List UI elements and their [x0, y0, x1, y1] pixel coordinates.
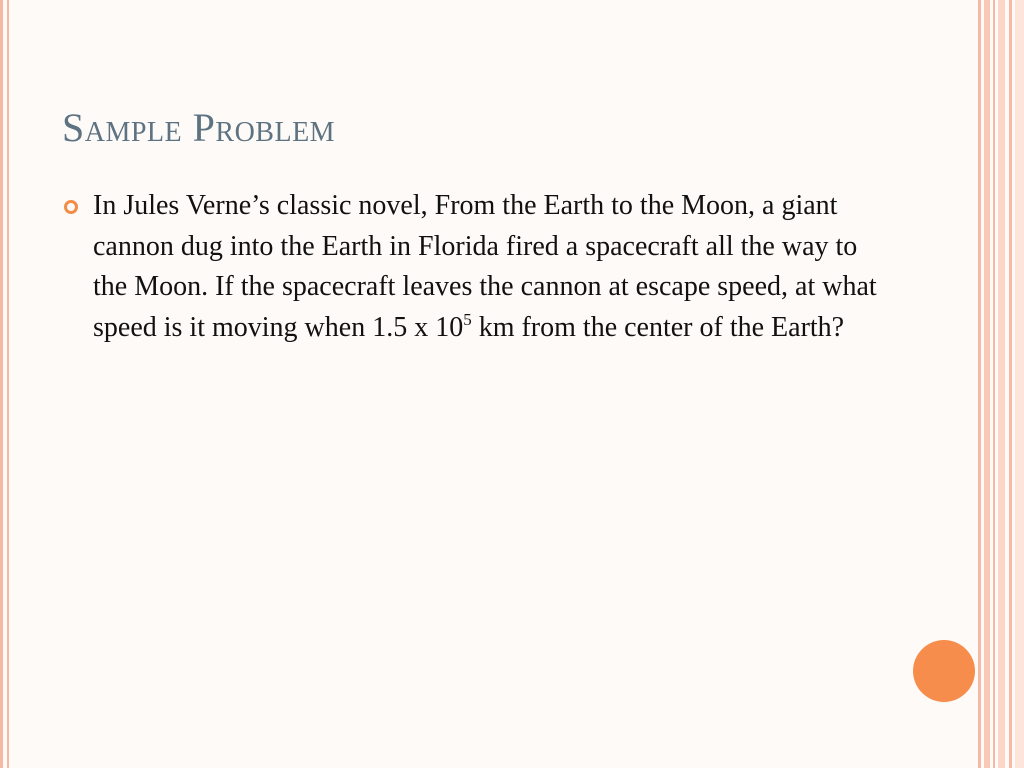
- left-border-stripe: [7, 0, 9, 768]
- bullet-text-exponent: 5: [463, 309, 472, 329]
- bullet-text-main: In Jules Verne’s classic novel, From the Earth to the Moon, a giant cannon dug into the Earth in Florida fired a spacecraft all the way to the Moon. If the spacecraft leaves the cannon at escape speed, at what speed is it moving when 1.5 x 10: [93, 190, 877, 343]
- bullet-ring-icon: [64, 200, 78, 214]
- right-border-stripe: [978, 0, 981, 768]
- right-border-stripe: [1015, 0, 1024, 768]
- bullet-text-tail: km from the center of the Earth?: [471, 311, 845, 343]
- right-border-stripe: [1009, 0, 1012, 768]
- left-border-stripe: [0, 0, 3, 768]
- bullet-text: [93, 186, 882, 348]
- slide-title: Sample Problem: [62, 105, 336, 150]
- right-border-stripe: [998, 0, 1005, 768]
- slide-body: [62, 186, 882, 348]
- right-border-stripe: [993, 0, 995, 768]
- bullet-item: [62, 186, 882, 348]
- right-border-stripe: [984, 0, 990, 768]
- orange-circle-decoration: [913, 640, 975, 702]
